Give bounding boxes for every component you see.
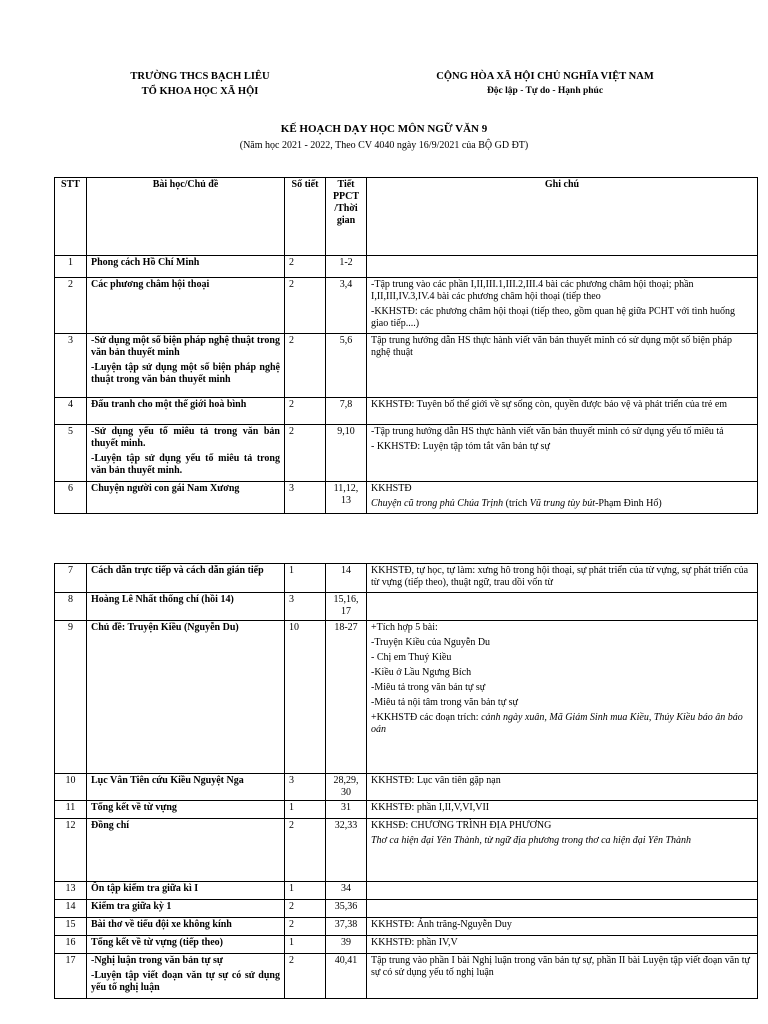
note-line: KKHSĐ: CHƯƠNG TRÌNH ĐỊA PHƯƠNG [371, 820, 552, 831]
lesson-line: Cách dẫn trực tiếp và cách dẫn gián tiếp [91, 565, 264, 576]
lesson-title [87, 425, 285, 482]
table-row [55, 593, 758, 621]
note-fragment: cảnh ngày xuân, Mã Giám Sinh mua Kiều, Thúy Kiều báo ân báo oán [371, 712, 743, 735]
row-number: 13 [55, 882, 87, 900]
row-number: 15 [55, 918, 87, 936]
lesson-title [87, 256, 285, 278]
lesson-title [87, 882, 285, 900]
note-cell [367, 621, 758, 774]
note-cell [367, 900, 758, 918]
table-row [55, 482, 758, 514]
note-cell [367, 593, 758, 621]
note-line: -Tập trung hướng dẫn HS thực hành viết văn bản thuyết minh có sử dụng yếu tố miêu tả [371, 426, 724, 437]
lesson-line: Các phương châm hội thoại [91, 279, 210, 290]
table-row [55, 882, 758, 900]
note-line: -KKHSTĐ: các phương châm hội thoại (tiếp theo, gồm quan hệ giữa PCHT với tình huống giao tiếp....) [371, 306, 735, 329]
row-number: 9 [55, 621, 87, 774]
row-number: 10 [55, 774, 87, 801]
lesson-line: Đấu tranh cho một thế giới hoà bình [91, 399, 247, 410]
period-count: 2 [285, 425, 326, 482]
note-line: -Kiều ở Lầu Ngưng Bích [371, 667, 472, 678]
lesson-title [87, 936, 285, 954]
note-line: -Tập trung vào các phần I,II,III.1,III.2,III.4 bài các phương châm hội thoại; phần I,II,III,IV.3,IV.4 bài các phương châm hội thoại (tiếp theo [371, 279, 694, 302]
ppct-periods: 15,16, 17 [326, 593, 367, 621]
ppct-periods: 18-27 [326, 621, 367, 774]
period-count: 2 [285, 918, 326, 936]
note-fragment: -Phạm Đình Hổ) [595, 498, 662, 509]
note-cell [367, 334, 758, 398]
note-line: KKHSTĐ: phần I,II,V,VI,VII [371, 802, 490, 813]
note-line: - KKHSTĐ: Luyện tập tóm tắt văn bản tự sự [371, 441, 550, 452]
note-line-italic: Thơ ca hiện đại Yên Thành, từ ngữ địa phương trong thơ ca hiện đại Yên Thành [371, 835, 692, 846]
lesson-line: -Nghị luận trong văn bản tự sự [91, 955, 223, 966]
note-cell [367, 918, 758, 936]
lesson-line: Chuyện người con gái Nam Xương [91, 483, 240, 494]
note-fragment: (trích [503, 498, 530, 509]
note-line: KKHSTĐ [371, 483, 412, 494]
ppct-periods: 28,29, 30 [326, 774, 367, 801]
document-subtitle: (Năm học 2021 - 2022, Theo CV 4040 ngày 16/9/2021 của BỘ GD ĐT) [239, 140, 529, 151]
lesson-line: Lục Vân Tiên cứu Kiều Nguyệt Nga [91, 775, 244, 786]
column-header-stt: STT [55, 178, 87, 256]
lesson-title [87, 278, 285, 334]
period-count: 2 [285, 954, 326, 999]
table-header-row [55, 178, 758, 256]
lesson-line: -Luyện tập sử dụng yếu tố miêu tả trong văn bản thuyết minh. [91, 453, 280, 476]
ppct-periods: 32,33 [326, 819, 367, 882]
row-number: 12 [55, 819, 87, 882]
note-line: KKHSTĐ, tự học, tự làm: xưng hô trong hội thoại, sự phát triển của từ vựng, sự phát triển của từ vựng (tiếp theo), thuật ngữ, trau dồi vốn từ [371, 565, 749, 588]
school-name: TRƯỜNG THCS BẠCH LIÊU [130, 71, 270, 82]
table-row [55, 621, 758, 774]
table-row [55, 819, 758, 882]
lesson-plan-table-part-2 [54, 563, 758, 999]
note-cell [367, 564, 758, 593]
table-row [55, 774, 758, 801]
period-count: 2 [285, 256, 326, 278]
note-cell [367, 882, 758, 900]
note-line: KKHSTĐ: Ánh trăng-Nguyễn Duy [371, 919, 512, 930]
note-cell [367, 398, 758, 425]
row-number: 8 [55, 593, 87, 621]
lesson-title [87, 593, 285, 621]
ppct-periods: 11,12, 13 [326, 482, 367, 514]
note-line-rich [371, 712, 753, 736]
note-cell [367, 774, 758, 801]
ppct-periods: 35,36 [326, 900, 367, 918]
lesson-line: Kiểm tra giữa kỳ 1 [91, 901, 172, 912]
ppct-periods: 9,10 [326, 425, 367, 482]
lesson-line: Tổng kết về từ vựng [91, 802, 177, 813]
country-name: CỘNG HÒA XÃ HỘI CHỦ NGHĨA VIỆT NAM [436, 71, 654, 82]
row-number: 1 [55, 256, 87, 278]
table-row [55, 918, 758, 936]
period-count: 3 [285, 482, 326, 514]
lesson-line: Hoàng Lê Nhất thống chí (hồi 14) [91, 594, 234, 605]
table-row [55, 398, 758, 425]
lesson-title [87, 398, 285, 425]
ppct-periods: 1-2 [326, 256, 367, 278]
note-cell [367, 954, 758, 999]
row-number: 3 [55, 334, 87, 398]
note-line-rich [371, 498, 753, 510]
department-name: TỔ KHOA HỌC XÃ HỘI [141, 86, 259, 97]
table-row [55, 900, 758, 918]
note-cell [367, 936, 758, 954]
row-number: 14 [55, 900, 87, 918]
note-line: KKHSTĐ: Lục vân tiên gặp nạn [371, 775, 501, 786]
note-cell [367, 256, 758, 278]
lesson-title [87, 801, 285, 819]
lesson-title [87, 918, 285, 936]
lesson-title [87, 900, 285, 918]
lesson-line: Bài thơ về tiểu đội xe không kính [91, 919, 232, 930]
lesson-line: Đồng chí [91, 820, 130, 831]
lesson-line: -Sử dụng yếu tố miêu tả trong văn bản thuyết minh. [91, 426, 280, 449]
note-line: Tập trung vào phần I bài Nghị luận trong văn bản tự sự, phần II bài Luyện tập viết đoạn văn tự sự có sử dụng yếu tố nghị luận [371, 955, 750, 978]
ppct-periods: 31 [326, 801, 367, 819]
ppct-periods: 37,38 [326, 918, 367, 936]
period-count: 10 [285, 621, 326, 774]
lesson-line: Tổng kết về từ vựng (tiếp theo) [91, 937, 223, 948]
row-number: 11 [55, 801, 87, 819]
note-cell [367, 425, 758, 482]
ppct-periods: 39 [326, 936, 367, 954]
lesson-line: Ôn tập kiểm tra giữa kì I [91, 883, 199, 894]
lesson-line: -Luyện tập viết đoạn văn tự sự có sử dụng yếu tố nghị luận [91, 970, 280, 993]
ppct-periods: 40,41 [326, 954, 367, 999]
table-row [55, 278, 758, 334]
column-header-lesson: Bài học/Chủ đề [87, 178, 285, 256]
row-number: 4 [55, 398, 87, 425]
lesson-title [87, 621, 285, 774]
note-line: KKHSTĐ: phần IV,V [371, 937, 458, 948]
period-count: 2 [285, 398, 326, 425]
note-fragment: Vũ trung tùy bút [529, 498, 596, 509]
table-row [55, 801, 758, 819]
table-row [55, 936, 758, 954]
lesson-title [87, 954, 285, 999]
period-count: 1 [285, 801, 326, 819]
note-line: +Tích hợp 5 bài: [371, 622, 438, 633]
lesson-title [87, 482, 285, 514]
lesson-plan-table-part-1 [54, 177, 758, 514]
note-fragment: +KKHSTĐ các đoạn trích: [371, 712, 482, 723]
table-row [55, 564, 758, 593]
note-line: - Chị em Thuý Kiều [371, 652, 452, 663]
table-row [55, 425, 758, 482]
period-count: 3 [285, 774, 326, 801]
period-count: 2 [285, 278, 326, 334]
note-fragment: Chuyện cũ trong phủ Chúa Trịnh [371, 498, 504, 509]
note-line: Tập trung hướng dẫn HS thực hành viết văn bản thuyết minh có sử dụng một số biện pháp nghệ thuật [371, 335, 732, 358]
period-count: 2 [285, 819, 326, 882]
period-count: 3 [285, 593, 326, 621]
table-row [55, 334, 758, 398]
ppct-periods: 34 [326, 882, 367, 900]
column-header-note: Ghi chú [367, 178, 758, 256]
row-number: 16 [55, 936, 87, 954]
period-count: 1 [285, 564, 326, 593]
lesson-title [87, 334, 285, 398]
school-header [95, 69, 305, 99]
lesson-title [87, 819, 285, 882]
lesson-title [87, 774, 285, 801]
lesson-line: Phong cách Hồ Chí Minh [91, 257, 200, 268]
row-number: 7 [55, 564, 87, 593]
national-header [380, 69, 710, 99]
lesson-title [87, 564, 285, 593]
national-motto: Độc lập - Tự do - Hạnh phúc [486, 86, 604, 96]
document-title: KẾ HOẠCH DẠY HỌC MÔN NGỮ VĂN 9 [280, 123, 488, 135]
lesson-line: -Sử dụng một số biện pháp nghệ thuật trong văn bản thuyết minh [91, 335, 280, 358]
period-count: 2 [285, 334, 326, 398]
table-row [55, 954, 758, 999]
ppct-periods: 14 [326, 564, 367, 593]
note-cell [367, 482, 758, 514]
note-line: -Miêu tả nội tâm trong văn bản tự sự [371, 697, 518, 708]
row-number: 2 [55, 278, 87, 334]
row-number: 5 [55, 425, 87, 482]
ppct-periods: 5,6 [326, 334, 367, 398]
period-count: 2 [285, 900, 326, 918]
column-header-periods: Số tiết [285, 178, 326, 256]
ppct-periods: 3,4 [326, 278, 367, 334]
note-cell [367, 278, 758, 334]
note-cell [367, 819, 758, 882]
row-number: 17 [55, 954, 87, 999]
column-header-ppct: Tiết PPCT /Thời gian [326, 178, 367, 256]
ppct-periods: 7,8 [326, 398, 367, 425]
period-count: 1 [285, 936, 326, 954]
note-line: -Miêu tả trong văn bản tự sự [371, 682, 486, 693]
note-line: -Truyện Kiều của Nguyễn Du [371, 637, 491, 648]
table-row [55, 256, 758, 278]
note-cell [367, 801, 758, 819]
note-line: KKHSTĐ: Tuyên bố thế giới về sự sống còn, quyền được bảo vệ và phát triển của trẻ em [371, 399, 728, 410]
lesson-line: -Luyện tập sử dụng một số biện pháp nghệ thuật trong văn bản thuyết minh [91, 362, 280, 385]
period-count: 1 [285, 882, 326, 900]
row-number: 6 [55, 482, 87, 514]
lesson-line: Chủ đề: Truyện Kiều (Nguyễn Du) [91, 622, 239, 633]
